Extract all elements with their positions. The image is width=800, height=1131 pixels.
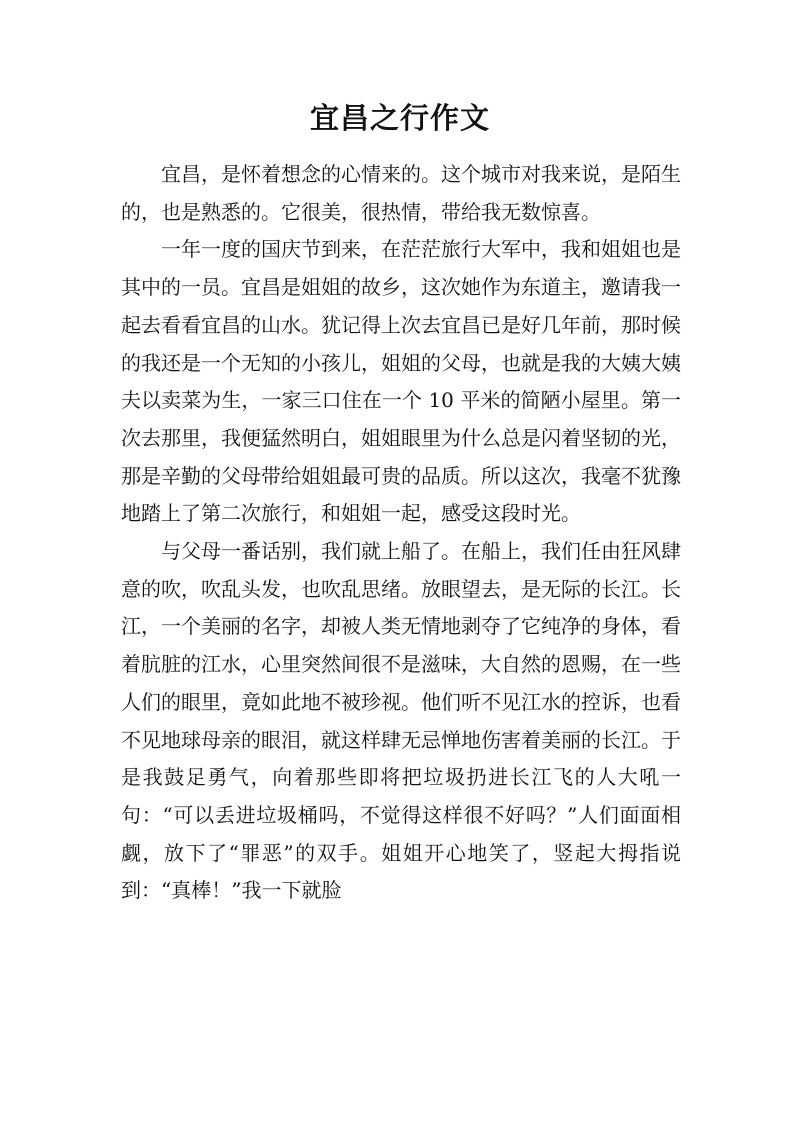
document-body [121,156,681,910]
paragraph-2: 一年一度的国庆节到来，在茫茫旅行大军中，我和姐姐也是其中的一员。宜昌是姐姐的故乡，这次她作为东道主，邀请我一起去看看宜昌的山水。犹记得上次去宜昌已是好几年前，那时候的我还是一个无知的小孩儿，姐姐的父母，也就是我的大姨大姨夫以卖菜为生，一家三口住在一个 10 平米的简陋小屋里。第一次去那里，我便猛然明白，姐姐眼里为什么总是闪着坚韧的光，那是辛勤的父母带给姐姐最可贵的品质。所以这次，我毫不犹豫地踏上了第二次旅行，和姐姐一起，感受这段时光。 [121,237,681,526]
paragraph-3: 与父母一番话别，我们就上船了。在船上，我们任由狂风肆意的吹，吹乱头发，也吹乱思绪。放眼望去，是无际的长江。长江，一个美丽的名字，却被人类无情地剥夺了它纯净的身体，看着肮脏的江水，心里突然间很不是滋味，大自然的恩赐，在一些人们的眼里，竟如此地不被珍视。他们听不见江水的控诉，也看不见地球母亲的眼泪，就这样肆无忌惮地伤害着美丽的长江。于是我鼓足勇气，向着那些即将把垃圾扔进长江飞的人大吼一句：“可以丢进垃圾桶吗，不觉得这样很不好吗？”人们面面相觑，放下了“罪恶”的双手。姐姐开心地笑了，竖起大拇指说到：“真棒！”我一下就脸 [121,539,681,903]
document-title: 宜昌之行作文 [309,101,490,135]
paragraph-1: 宜昌，是怀着想念的心情来的。这个城市对我来说，是陌生的，也是熟悉的。它很美，很热情，带给我无数惊喜。 [121,162,681,224]
